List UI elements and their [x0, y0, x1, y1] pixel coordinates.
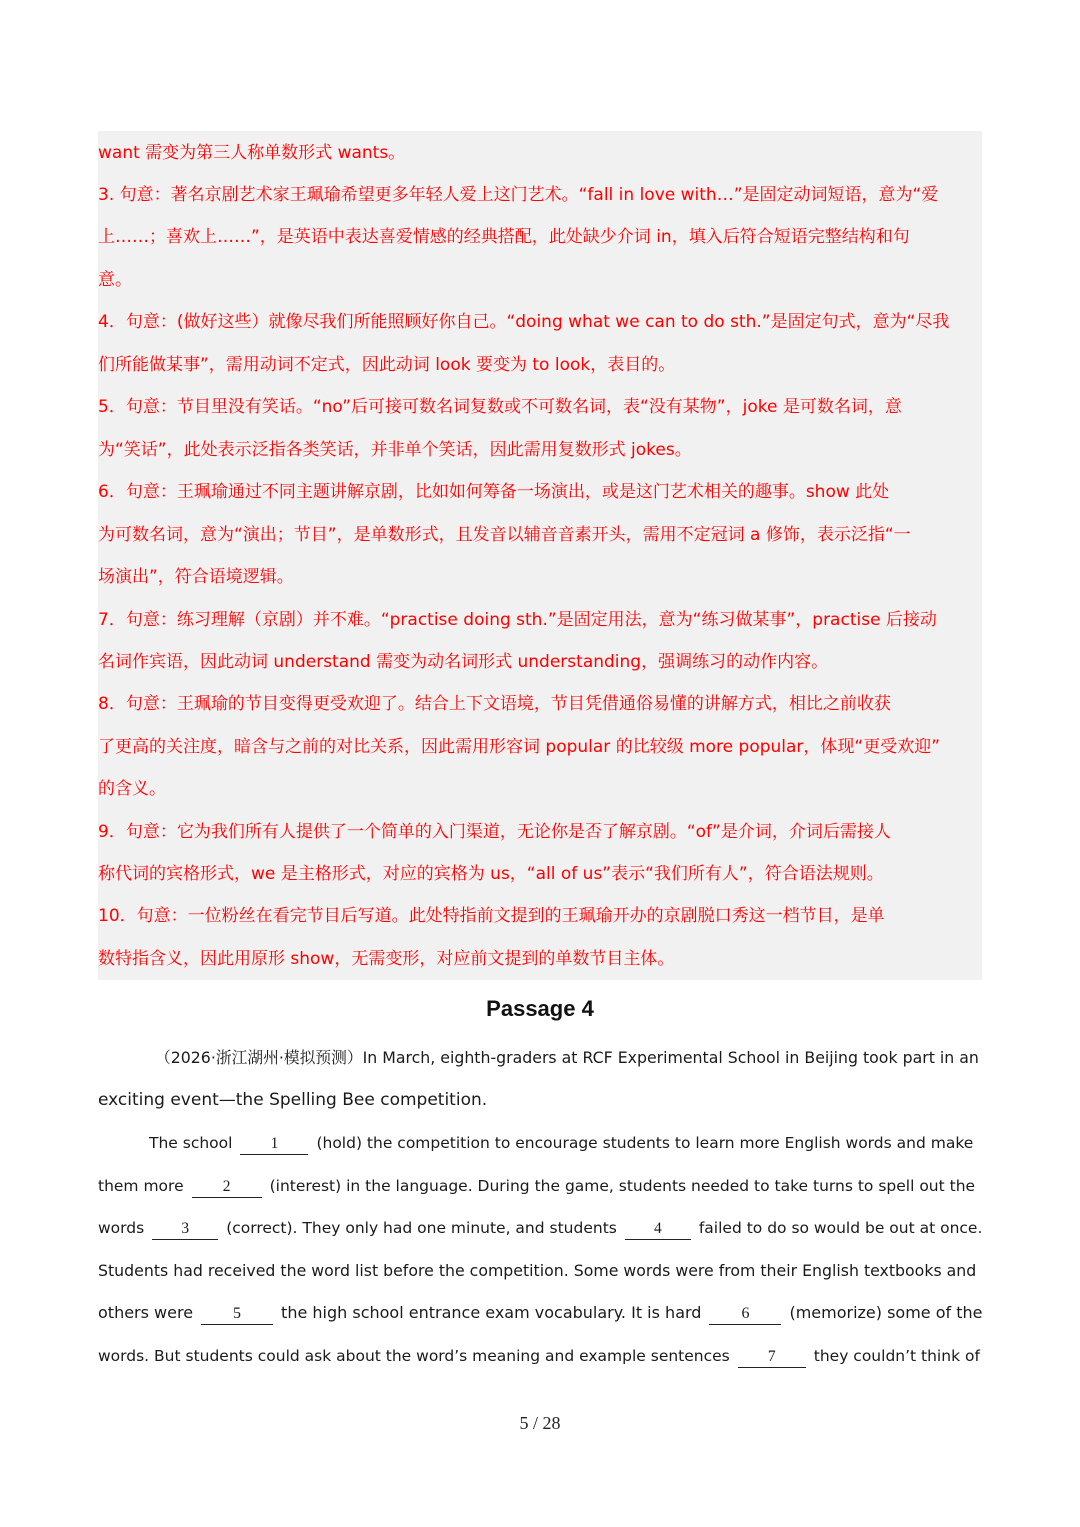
explanation-box [98, 131, 982, 980]
passage-line [98, 1344, 982, 1368]
blank-1[interactable]: 1 [240, 1134, 308, 1155]
passage-text: words. But students could ask about the word’s meaning and example sentences [98, 1347, 730, 1365]
blank-5[interactable]: 5 [201, 1304, 273, 1325]
explanation-line: 7．句意：练习理解（京剧）并不难。“practise doing sth.”是固定用法，意为“练习做某事”，practise 后接动 [98, 610, 937, 630]
blank-4[interactable]: 4 [625, 1219, 691, 1240]
blank-6[interactable]: 6 [709, 1304, 781, 1325]
explanation-line: 为“笑话”，此处表示泛指各类笑话，并非单个笑话，因此需用复数形式 jokes。 [98, 440, 692, 460]
blank-7[interactable]: 7 [738, 1347, 806, 1368]
passage-text: (hold) the competition to encourage students to learn more English words and make [316, 1134, 974, 1152]
passage-line [98, 1216, 982, 1240]
blank-3[interactable]: 3 [152, 1219, 218, 1240]
explanation-line: 5．句意：节目里没有笑话。“no”后可接可数名词复数或不可数名词，表“没有某物”，joke 是可数名词，意 [98, 397, 902, 417]
passage-text: (interest) in the language. During the game, students needed to take turns to spell out the [269, 1177, 976, 1195]
passage-text: (memorize) some of the [789, 1303, 983, 1322]
passage-text: others were [98, 1303, 194, 1322]
passage-text: words [98, 1219, 145, 1237]
passage-line [98, 1174, 982, 1198]
passage-line [98, 1301, 982, 1325]
passage-intro-line: （2026·浙江湖州·模拟预测）In March, eighth-graders at RCF Experimental School in Beijing took part in an [155, 1048, 979, 1067]
explanation-line: 名词作宾语，因此动词 understand 需变为动名词形式 understanding，强调练习的动作内容。 [98, 652, 829, 672]
explanation-line: 3. 句意：著名京剧艺术家王珮瑜希望更多年轻人爱上这门艺术。“fall in love with…”是固定动词短语，意为“爱 [98, 185, 939, 205]
passage-text: they couldn’t think of [813, 1347, 980, 1365]
page-number: 5 / 28 [519, 1413, 561, 1433]
passage-text: failed to do so would be out at once. [698, 1219, 983, 1237]
explanation-line: 上……；喜欢上……”，是英语中表达喜爱情感的经典搭配，此处缺少介词 in，填入后符合短语完整结构和句 [98, 227, 910, 247]
explanation-line: 数特指含义，因此用原形 show，无需变形，对应前文提到的单数节目主体。 [98, 949, 675, 969]
passage-text: them more [98, 1177, 184, 1195]
explanation-line: 4．句意：(做好这些）就像尽我们所能照顾好你自己。“doing what we can to do sth.”是固定句式，意为“尽我 [98, 312, 950, 332]
explanation-line: 8．句意：王珮瑜的节目变得更受欢迎了。结合上下文语境，节目凭借通俗易懂的讲解方式，相比之前收获 [98, 694, 891, 714]
explanation-line: 9．句意：它为我们所有人提供了一个简单的入门渠道，无论你是否了解京剧。“of”是介词，介词后需接人 [98, 822, 891, 842]
passage-intro-line: exciting event—the Spelling Bee competition. [98, 1090, 488, 1110]
passage-line [149, 1131, 982, 1155]
passage-text: (correct). They only had one minute, and students [226, 1219, 617, 1237]
passage-line: Students had received the word list before the competition. Some words were from their English textbooks and [98, 1261, 977, 1280]
explanation-line: 意。 [98, 270, 132, 290]
explanation-line: 为可数名词，意为“演出；节目”，是单数形式，且发音以辅音音素开头，需用不定冠词 a 修饰，表示泛指“一 [98, 525, 911, 545]
explanation-line: 的含义。 [98, 779, 166, 799]
blank-2[interactable]: 2 [192, 1177, 262, 1198]
passage-text: the high school entrance exam vocabulary. It is hard [281, 1303, 702, 1322]
explanation-line: 们所能做某事”，需用动词不定式，因此动词 look 要变为 to look，表目的。 [98, 355, 676, 375]
passage-title: Passage 4 [486, 996, 594, 1021]
explanation-line: 称代词的宾格形式，we 是主格形式，对应的宾格为 us，“all of us”表示“我们所有人”，符合语法规则。 [98, 864, 884, 884]
explanation-line: want 需变为第三人称单数形式 wants。 [98, 143, 406, 163]
explanation-line: 6．句意：王珮瑜通过不同主题讲解京剧，比如如何筹备一场演出，或是这门艺术相关的趣事。show 此处 [98, 482, 890, 502]
explanation-line: 10．句意：一位粉丝在看完节目后写道。此处特指前文提到的王珮瑜开办的京剧脱口秀这一档节目，是单 [98, 906, 885, 926]
passage-text: The school [149, 1134, 233, 1152]
explanation-line: 场演出”，符合语境逻辑。 [98, 567, 294, 587]
explanation-line: 了更高的关注度，暗含与之前的对比关系，因此需用形容词 popular 的比较级 more popular，体现“更受欢迎” [98, 737, 941, 757]
